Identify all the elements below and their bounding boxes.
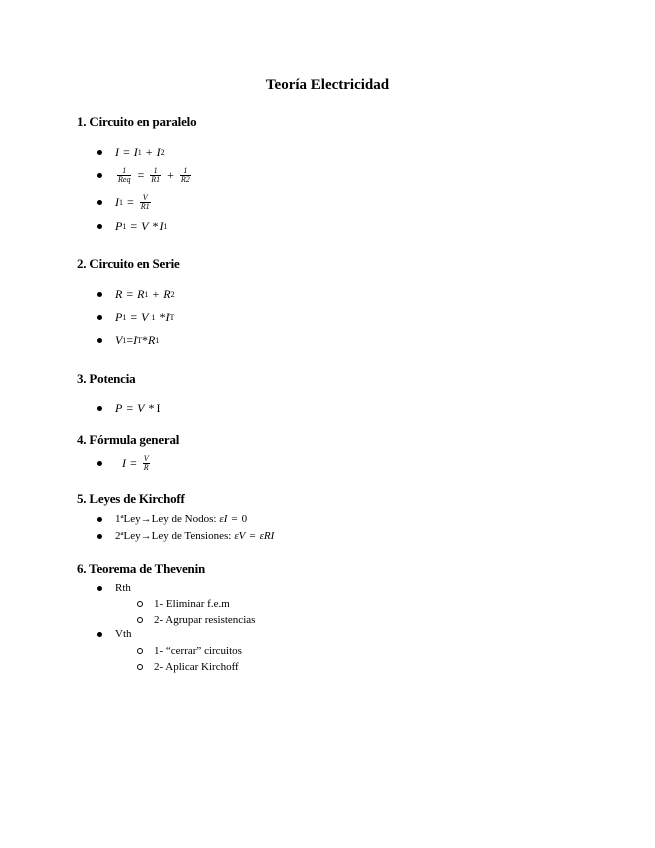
- list-subitem: [137, 661, 239, 673]
- var-I: I: [133, 333, 138, 347]
- op-equals: =: [126, 401, 134, 415]
- frac-den: R1: [140, 202, 150, 211]
- var-I: I: [115, 195, 119, 209]
- sub-1: 1: [122, 336, 127, 345]
- section-heading-potencia: 3. Potencia: [77, 371, 136, 386]
- formula-potencia: [97, 401, 160, 416]
- formula-p1-parallel: [97, 219, 167, 234]
- bullet-icon: [97, 150, 102, 155]
- kirchoff-law-2: [97, 530, 274, 542]
- var-I: I: [156, 401, 161, 415]
- sub-1: 1: [122, 313, 127, 322]
- var-I: I: [115, 145, 119, 159]
- frac-den: R2: [180, 175, 190, 184]
- section-heading-general: 4. Fórmula general: [77, 432, 180, 447]
- var-P: P: [115, 401, 123, 415]
- frac-num: 1: [122, 166, 127, 175]
- frac-num: V: [143, 454, 149, 463]
- sub-1: 1: [122, 222, 127, 231]
- vth-step-1: 1- “cerrar” circuitos: [154, 645, 242, 657]
- op-times: *: [148, 401, 155, 415]
- fraction-1-r1: [150, 167, 161, 184]
- var-V: V: [115, 333, 123, 347]
- var-R: R: [115, 287, 123, 301]
- sub-1: 1: [137, 148, 142, 157]
- var-I: I: [165, 310, 170, 324]
- law-2-text: 2ªLey→Ley de Tensiones:: [115, 530, 232, 542]
- var-V: V: [141, 310, 149, 324]
- op-times: *: [142, 333, 149, 347]
- formula-general: [97, 455, 152, 472]
- var-V: V: [141, 219, 149, 233]
- sub-1: 1: [119, 198, 123, 207]
- op-equals: =: [130, 310, 138, 324]
- section-heading-kirchoff: 5. Leyes de Kirchoff: [77, 491, 185, 506]
- op-equals: =: [126, 333, 134, 347]
- sub-1: 1: [163, 222, 168, 231]
- op-times: *: [152, 219, 159, 233]
- list-subitem: [137, 598, 230, 610]
- list-item-vth: [97, 628, 132, 640]
- var-R1: R: [137, 287, 145, 301]
- sub-2: 2: [160, 148, 165, 157]
- law-1-symbol: εI: [219, 513, 228, 525]
- kirchoff-law-1: [97, 513, 247, 525]
- formula-req-parallel: [97, 167, 193, 184]
- sub-1: 1: [151, 313, 156, 322]
- fraction-v-r: [143, 455, 150, 472]
- var-V: V: [137, 401, 145, 415]
- rth-step-1: 1- Eliminar f.e.m: [154, 598, 230, 610]
- op-plus: +: [152, 287, 160, 301]
- bullet-icon: [97, 632, 102, 637]
- formula-r-serie: [97, 287, 175, 302]
- list-subitem: [137, 645, 242, 657]
- op-times: *: [159, 310, 166, 324]
- bullet-icon: [97, 338, 102, 343]
- bullet-icon: [97, 406, 102, 411]
- op-equals: =: [127, 195, 134, 209]
- frac-den: Req: [118, 175, 131, 184]
- op-equals: =: [249, 530, 256, 542]
- var-P: P: [115, 219, 123, 233]
- op-equals: =: [130, 456, 137, 470]
- frac-num: 1: [183, 166, 188, 175]
- circle-bullet-icon: [137, 648, 143, 654]
- section-heading-paralelo: 1. Circuito en paralelo: [77, 114, 197, 129]
- list-item-rth: [97, 582, 131, 594]
- sub-T: T: [169, 313, 175, 322]
- formula-current-parallel: [97, 145, 165, 160]
- var-I: I: [159, 219, 164, 233]
- var-R: R: [148, 333, 156, 347]
- var-I1: I: [133, 145, 138, 159]
- bullet-icon: [97, 534, 102, 539]
- formula-p1-serie: [97, 310, 174, 325]
- op-equals: =: [137, 168, 145, 182]
- bullet-icon: [97, 224, 102, 229]
- op-plus: +: [167, 168, 174, 182]
- list-subitem: [137, 614, 255, 626]
- sub-T: T: [137, 336, 143, 345]
- op-equals: =: [231, 513, 238, 525]
- law-1-text: 1ªLey→Ley de Nodos:: [115, 513, 217, 525]
- op-equals: =: [123, 145, 130, 159]
- circle-bullet-icon: [137, 664, 143, 670]
- formula-i1-parallel: [97, 194, 153, 211]
- fraction-1-req: [117, 167, 131, 184]
- op-equals: =: [130, 219, 138, 233]
- bullet-icon: [97, 292, 102, 297]
- frac-num: 1: [153, 166, 158, 175]
- frac-den: R1: [151, 175, 161, 184]
- section-heading-serie: 2. Circuito en Serie: [77, 256, 180, 271]
- frac-den: R: [143, 463, 149, 472]
- law-2-rhs: εRI: [259, 530, 275, 542]
- fraction-v-r1: [140, 194, 151, 211]
- rth-step-2: 2- Agrupar resistencias: [154, 614, 256, 626]
- bullet-icon: [97, 461, 102, 466]
- formula-v1-serie: [97, 333, 159, 348]
- var-P: P: [115, 310, 123, 324]
- law-2-symbol: εV: [234, 530, 246, 542]
- sub-1: 1: [155, 336, 160, 345]
- section-heading-thevenin: 6. Teorema de Thevenin: [77, 561, 206, 576]
- sub-1: 1: [144, 290, 149, 299]
- fraction-1-r2: [180, 167, 191, 184]
- rth-label: Rth: [115, 582, 131, 594]
- bullet-icon: [97, 517, 102, 522]
- op-equals: =: [126, 287, 134, 301]
- bullet-icon: [97, 586, 102, 591]
- vth-step-2: 2- Aplicar Kirchoff: [154, 661, 239, 673]
- bullet-icon: [97, 200, 102, 205]
- circle-bullet-icon: [137, 617, 143, 623]
- frac-num: V: [142, 193, 148, 202]
- circle-bullet-icon: [137, 601, 143, 607]
- var-R2: R: [163, 287, 171, 301]
- var-I: I: [122, 456, 126, 470]
- bullet-icon: [97, 315, 102, 320]
- law-1-value: 0: [241, 513, 248, 525]
- document-title: Teoría Electricidad: [265, 77, 390, 93]
- vth-label: Vth: [115, 628, 132, 640]
- bullet-icon: [97, 173, 102, 178]
- op-plus: +: [145, 145, 153, 159]
- var-I2: I: [156, 145, 161, 159]
- sub-2: 2: [170, 290, 175, 299]
